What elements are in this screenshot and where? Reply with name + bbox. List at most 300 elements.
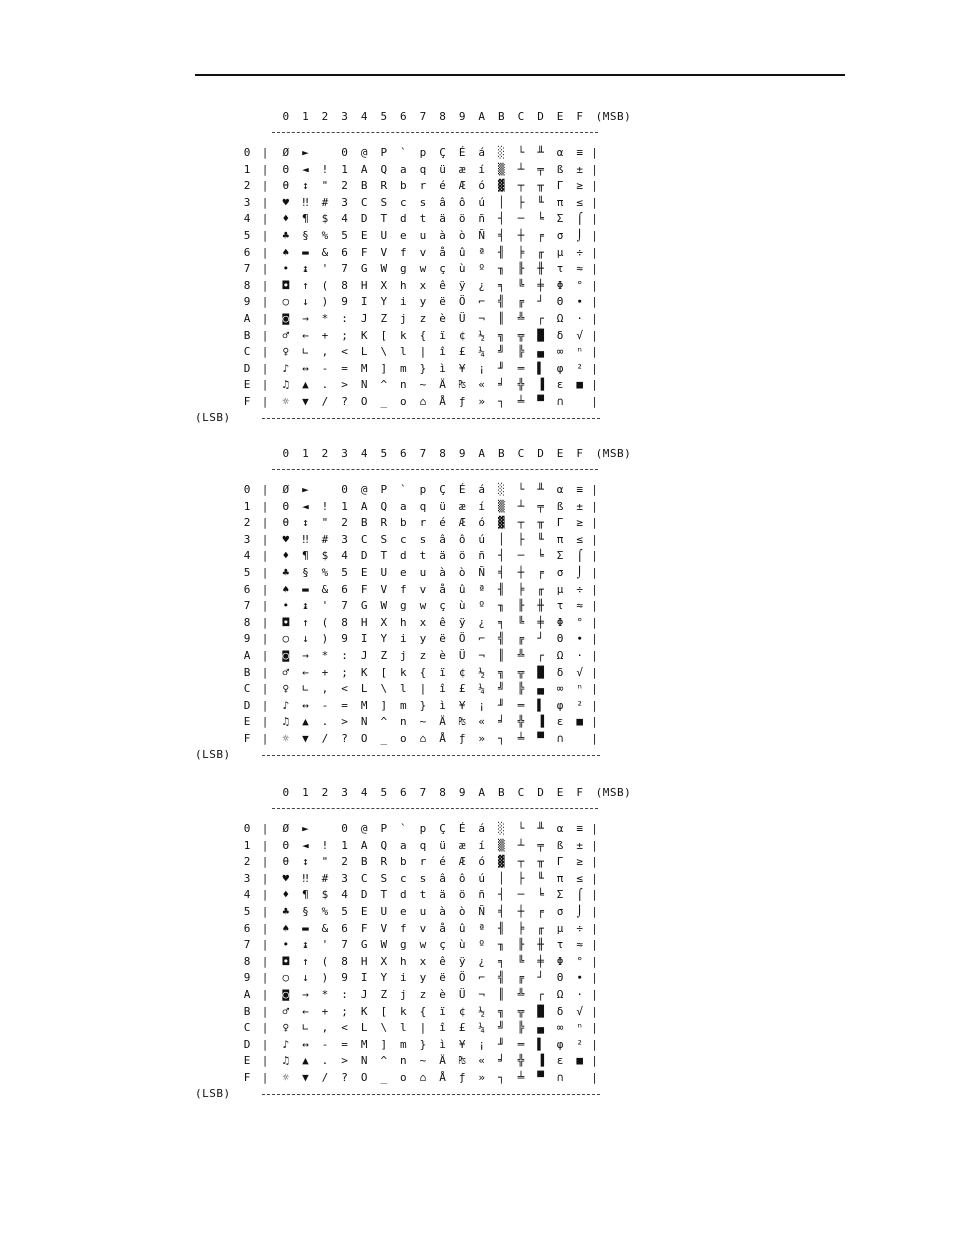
char-cell: δ — [556, 1004, 564, 1018]
table-row — [240, 922, 600, 936]
row-right-border: | — [591, 245, 598, 259]
char-cell: G — [360, 938, 368, 952]
row-right-border: | — [591, 921, 598, 935]
char-cell: ~ — [419, 715, 427, 729]
msb-digit: E — [556, 447, 564, 460]
row-left-border: | — [261, 698, 269, 712]
char-cell: ≈ — [576, 938, 584, 952]
msb-digit: 2 — [321, 786, 329, 799]
char-cell: α — [556, 483, 564, 496]
char-cell: ∞ — [556, 345, 564, 359]
char-cell: Φ — [556, 278, 564, 292]
char-cell: é — [439, 516, 446, 530]
char-cell: Ω — [556, 312, 564, 325]
msb-digit: 3 — [341, 447, 348, 460]
char-cell: ║ — [498, 988, 505, 1001]
char-cell: u — [419, 566, 427, 579]
char-cell: | — [419, 345, 427, 359]
char-cell: ┼ — [517, 229, 525, 242]
char-cell: J — [360, 312, 368, 325]
char-cell: g — [400, 262, 407, 276]
char-cell: ) — [321, 295, 329, 309]
char-cell: è — [439, 312, 446, 325]
row-right-border: | — [591, 195, 598, 209]
lsb-digit: E — [243, 1054, 251, 1068]
lsb-digit: D — [243, 361, 251, 375]
char-cell: ⌂ — [419, 732, 427, 745]
table-row — [240, 262, 600, 276]
row-right-border: | — [591, 615, 598, 629]
char-cell: : — [341, 649, 348, 662]
char-cell: º — [478, 262, 486, 276]
char-cell: ¬ — [478, 649, 486, 662]
lsb-digit: 7 — [243, 938, 251, 952]
footer-divider — [262, 1094, 600, 1095]
char-cell: ε — [556, 1054, 564, 1068]
char-cell: S — [380, 871, 388, 885]
char-cell: ◄ — [302, 499, 309, 513]
char-cell: ñ — [478, 212, 486, 226]
char-cell: 6 — [341, 582, 348, 596]
char-cell: Θ — [282, 162, 290, 176]
table-row — [240, 533, 600, 547]
char-cell: > — [341, 1054, 348, 1068]
row-left-border: | — [261, 499, 269, 513]
char-cell: π — [556, 871, 564, 885]
char-cell: ┴ — [517, 162, 525, 176]
table-row — [240, 549, 600, 563]
char-cell: φ — [556, 1037, 564, 1051]
row-left-border: | — [261, 195, 269, 209]
row-left-border: | — [261, 582, 269, 596]
table-row — [240, 246, 600, 260]
msb-digit: 8 — [439, 447, 446, 460]
char-cell: ♫ — [282, 715, 290, 729]
lsb-digit: F — [243, 732, 251, 745]
row-right-border: | — [591, 1054, 598, 1068]
char-cell: ╘ — [537, 549, 544, 563]
char-cell: } — [419, 1037, 427, 1051]
msb-digit: F — [576, 447, 584, 460]
char-cell: r — [419, 855, 427, 869]
char-cell: u — [419, 905, 427, 918]
row-right-border: | — [591, 888, 598, 902]
table-row — [240, 715, 600, 729]
msb-digit: B — [498, 786, 505, 799]
char-cell: ╧ — [517, 1071, 525, 1084]
char-cell: ─ — [517, 549, 525, 563]
char-cell: ╗ — [498, 665, 505, 679]
char-cell: ª — [478, 245, 486, 259]
char-cell: ₧ — [458, 378, 466, 392]
char-cell: ♀ — [282, 682, 290, 696]
char-cell: : — [341, 988, 348, 1001]
row-left-border: | — [261, 715, 269, 729]
char-cell: P — [380, 146, 388, 159]
char-cell: ô — [458, 871, 466, 885]
char-cell: ╥ — [537, 516, 544, 530]
row-left-border: | — [261, 599, 269, 613]
char-cell: u — [419, 229, 427, 242]
char-cell: ╕ — [498, 615, 505, 629]
msb-digit: 8 — [439, 786, 446, 799]
char-cell: ╘ — [537, 212, 544, 226]
row-left-border: | — [261, 938, 269, 952]
table-row — [240, 938, 600, 952]
char-cell: Θ — [556, 971, 564, 985]
char-cell: █ — [537, 1004, 544, 1018]
char-cell: σ — [556, 229, 564, 242]
char-cell: û — [458, 582, 466, 596]
msb-digit: 6 — [400, 447, 407, 460]
char-cell: _ — [380, 395, 388, 408]
msb-digit: 0 — [282, 447, 290, 460]
msb-digit: D — [537, 786, 544, 799]
char-cell: ÿ — [458, 278, 466, 292]
char-cell: 0 — [341, 822, 348, 835]
char-cell: Ö — [458, 971, 466, 985]
row-right-border: | — [591, 715, 598, 729]
char-cell: Ç — [439, 146, 446, 159]
char-cell: ┐ — [498, 1071, 505, 1084]
row-right-border: | — [591, 1071, 598, 1084]
char-cell: ï — [439, 328, 446, 342]
char-cell: ä — [439, 212, 446, 226]
char-cell: ╒ — [537, 905, 544, 918]
char-cell: K — [360, 328, 368, 342]
row-left-border: | — [261, 378, 269, 392]
char-cell: ` — [400, 483, 407, 496]
char-cell: è — [439, 988, 446, 1001]
char-cell: ╝ — [498, 1021, 505, 1035]
char-cell: d — [400, 888, 407, 902]
char-cell: ╛ — [498, 378, 505, 392]
table-row — [240, 1038, 600, 1052]
char-cell: ÿ — [458, 954, 466, 968]
table-row — [240, 632, 600, 646]
char-cell: t — [419, 549, 427, 563]
char-cell: ú — [478, 871, 486, 885]
char-cell: ╥ — [537, 855, 544, 869]
lsb-digit: 2 — [243, 179, 251, 193]
char-cell: 0 — [341, 146, 348, 159]
msb-digit: 3 — [341, 110, 348, 123]
char-cell: » — [478, 732, 486, 745]
char-cell: f — [400, 582, 407, 596]
char-cell: ƒ — [458, 732, 466, 745]
char-cell: £ — [458, 345, 466, 359]
char-cell: Ø — [282, 146, 290, 159]
char-cell: √ — [576, 328, 584, 342]
char-cell: ≤ — [576, 532, 584, 546]
char-cell: τ — [556, 599, 564, 613]
msb-digit: 6 — [400, 110, 407, 123]
char-cell: [ — [380, 328, 388, 342]
char-cell: B — [360, 855, 368, 869]
char-cell: Ω — [556, 988, 564, 1001]
char-cell: ) — [321, 971, 329, 985]
char-cell: ╢ — [498, 921, 505, 935]
lsb-digit: 4 — [243, 212, 251, 226]
char-cell: ▓ — [498, 179, 505, 193]
header-rule — [195, 74, 845, 76]
char-cell: ¬ — [478, 312, 486, 325]
char-cell: ± — [576, 499, 584, 513]
row-left-border: | — [261, 665, 269, 679]
char-cell: ¶ — [302, 212, 309, 226]
row-right-border: | — [591, 732, 598, 745]
char-cell: ° — [576, 615, 584, 629]
row-left-border: | — [261, 905, 269, 918]
char-cell: U — [380, 566, 388, 579]
char-cell: ╔ — [517, 295, 525, 309]
row-left-border: | — [261, 483, 269, 496]
char-cell: ▌ — [537, 361, 544, 375]
char-cell: ┐ — [498, 395, 505, 408]
char-cell: Ö — [458, 295, 466, 309]
char-cell: ╡ — [498, 566, 505, 579]
char-cell: ♦ — [282, 549, 290, 563]
lsb-digit: 1 — [243, 499, 251, 513]
row-left-border: | — [261, 262, 269, 276]
msb-digit: 1 — [302, 786, 309, 799]
char-cell: > — [341, 715, 348, 729]
char-cell: ↨ — [302, 262, 309, 276]
char-cell: ² — [576, 698, 584, 712]
char-cell: ì — [439, 698, 446, 712]
char-cell: ─ — [517, 212, 525, 226]
table-row — [240, 229, 600, 243]
msb-digit: D — [537, 447, 544, 460]
char-cell: 9 — [341, 295, 348, 309]
char-cell: µ — [556, 921, 564, 935]
char-cell: " — [321, 516, 329, 530]
char-cell: å — [439, 245, 446, 259]
char-cell: ♂ — [282, 328, 290, 342]
char-cell: i — [400, 295, 407, 309]
char-cell: ☼ — [282, 732, 290, 745]
char-cell: » — [478, 1071, 486, 1084]
char-cell: 1 — [341, 499, 348, 513]
row-right-border: | — [591, 499, 598, 513]
char-cell: = — [341, 1037, 348, 1051]
char-cell: ∟ — [302, 1021, 309, 1035]
char-cell: └ — [517, 146, 525, 159]
char-cell: ♥ — [282, 195, 290, 209]
char-cell: « — [478, 715, 486, 729]
char-cell: % — [321, 229, 329, 242]
char-cell: ⌠ — [576, 212, 584, 226]
char-cell: ╦ — [517, 328, 525, 342]
msb-digit: F — [576, 110, 584, 123]
char-cell: y — [419, 632, 427, 646]
msb-digit: 5 — [380, 447, 388, 460]
char-cell: ┬ — [517, 855, 525, 869]
row-left-border: | — [261, 855, 269, 869]
char-cell: ╚ — [517, 954, 525, 968]
table-row — [240, 649, 600, 663]
char-cell: ∩ — [556, 395, 564, 408]
char-cell: ∙ — [576, 632, 584, 646]
char-cell: Q — [380, 162, 388, 176]
char-cell: ⁿ — [576, 1021, 584, 1035]
char-cell: { — [419, 1004, 427, 1018]
row-right-border: | — [591, 649, 598, 662]
char-cell: ┌ — [537, 312, 544, 325]
char-cell: ¡ — [478, 698, 486, 712]
table-row — [240, 516, 600, 530]
row-right-border: | — [591, 295, 598, 309]
char-cell: M — [360, 698, 368, 712]
char-cell: < — [341, 1021, 348, 1035]
table-row — [240, 378, 600, 392]
char-cell: 5 — [341, 229, 348, 242]
table-row — [240, 395, 600, 409]
char-cell: * — [321, 988, 329, 1001]
char-cell: ◙ — [282, 649, 290, 662]
char-cell: ⌠ — [576, 888, 584, 902]
table-row — [240, 329, 600, 343]
char-cell: Z — [380, 649, 388, 662]
char-cell: . — [321, 1054, 329, 1068]
char-cell: Θ — [282, 838, 290, 852]
char-cell: Θ — [556, 632, 564, 646]
msb-digit: 2 — [321, 447, 329, 460]
char-cell: ├ — [517, 871, 525, 885]
char-cell: 7 — [341, 599, 348, 613]
table-row — [240, 599, 600, 613]
char-cell: ↕ — [302, 179, 309, 193]
msb-digit: C — [517, 786, 525, 799]
char-cell: v — [419, 582, 427, 596]
char-cell: ▒ — [498, 499, 505, 513]
char-cell: 3 — [341, 532, 348, 546]
char-cell: M — [360, 361, 368, 375]
char-cell: ♂ — [282, 1004, 290, 1018]
lsb-digit: 7 — [243, 599, 251, 613]
table-row — [240, 905, 600, 919]
char-cell: ○ — [282, 295, 290, 309]
char-cell: ┤ — [498, 888, 505, 902]
lsb-digit: 3 — [243, 871, 251, 885]
char-cell: ] — [380, 698, 388, 712]
char-cell: ↨ — [302, 938, 309, 952]
char-cell: k — [400, 1004, 407, 1018]
char-cell: Ø — [282, 822, 290, 835]
char-cell: Ñ — [478, 905, 486, 918]
char-cell: r — [419, 516, 427, 530]
char-cell: 6 — [341, 921, 348, 935]
char-cell: ≡ — [576, 822, 584, 835]
row-left-border: | — [261, 632, 269, 646]
char-cell: k — [400, 665, 407, 679]
char-cell: O — [360, 1071, 368, 1084]
char-cell: ↑ — [302, 954, 309, 968]
char-cell: Y — [380, 632, 388, 646]
char-cell: ♀ — [282, 345, 290, 359]
char-cell: ▀ — [537, 1071, 544, 1084]
char-cell: 9 — [341, 632, 348, 646]
msb-digit: B — [498, 110, 505, 123]
char-cell: ┐ — [498, 732, 505, 745]
char-cell: µ — [556, 582, 564, 596]
table-row — [240, 483, 600, 497]
char-cell: ï — [439, 1004, 446, 1018]
char-cell: ┌ — [537, 649, 544, 662]
char-cell: m — [400, 1037, 407, 1051]
char-cell: Ü — [458, 649, 466, 662]
char-cell: ª — [478, 921, 486, 935]
msb-label: (MSB) — [595, 786, 632, 799]
char-cell: â — [439, 871, 446, 885]
row-left-border: | — [261, 888, 269, 902]
char-cell: ╧ — [517, 395, 525, 408]
char-cell: Ä — [439, 715, 446, 729]
row-right-border: | — [591, 1004, 598, 1018]
char-cell: ╖ — [498, 938, 505, 952]
char-cell: ░ — [498, 483, 505, 496]
char-cell: ó — [478, 179, 486, 193]
msb-label: (MSB) — [595, 447, 632, 460]
char-cell: ; — [341, 328, 348, 342]
char-cell: 7 — [341, 938, 348, 952]
char-cell: ↕ — [302, 855, 309, 869]
char-cell: ß — [556, 838, 564, 852]
lsb-digit: 8 — [243, 615, 251, 629]
char-cell: j — [400, 649, 407, 662]
char-cell: ▬ — [302, 582, 309, 596]
char-cell: ← — [302, 1004, 309, 1018]
char-cell: s — [419, 871, 427, 885]
lsb-digit: 8 — [243, 954, 251, 968]
char-cell: ╪ — [537, 278, 544, 292]
char-cell: } — [419, 361, 427, 375]
row-left-border: | — [261, 179, 269, 193]
char-cell: 4 — [341, 888, 348, 902]
char-cell: ╔ — [517, 971, 525, 985]
row-right-border: | — [591, 665, 598, 679]
char-cell: Ç — [439, 483, 446, 496]
char-cell: ! — [321, 838, 329, 852]
char-cell: ╫ — [537, 262, 544, 276]
char-cell: ┬ — [517, 516, 525, 530]
char-cell: ╦ — [517, 1004, 525, 1018]
char-cell: @ — [360, 146, 368, 159]
row-right-border: | — [591, 905, 598, 918]
char-cell: ÷ — [576, 921, 584, 935]
lsb-label: (LSB) — [195, 411, 231, 424]
char-cell: A — [360, 838, 368, 852]
lsb-digit: 9 — [243, 971, 251, 985]
char-cell: â — [439, 532, 446, 546]
row-left-border: | — [261, 988, 269, 1001]
char-cell: / — [321, 1071, 329, 1084]
char-cell: · — [576, 312, 584, 325]
char-cell: G — [360, 599, 368, 613]
char-cell: ├ — [517, 532, 525, 546]
char-cell: L — [360, 682, 368, 696]
char-cell: ↑ — [302, 278, 309, 292]
char-cell: ▬ — [302, 921, 309, 935]
char-cell: C — [360, 195, 368, 209]
char-cell: ═ — [517, 1037, 525, 1051]
lsb-label: (LSB) — [195, 1087, 231, 1100]
char-cell: ↑ — [302, 615, 309, 629]
char-cell: º — [478, 599, 486, 613]
lsb-digit: F — [243, 1071, 251, 1084]
char-cell: q — [419, 499, 427, 513]
char-cell: y — [419, 295, 427, 309]
